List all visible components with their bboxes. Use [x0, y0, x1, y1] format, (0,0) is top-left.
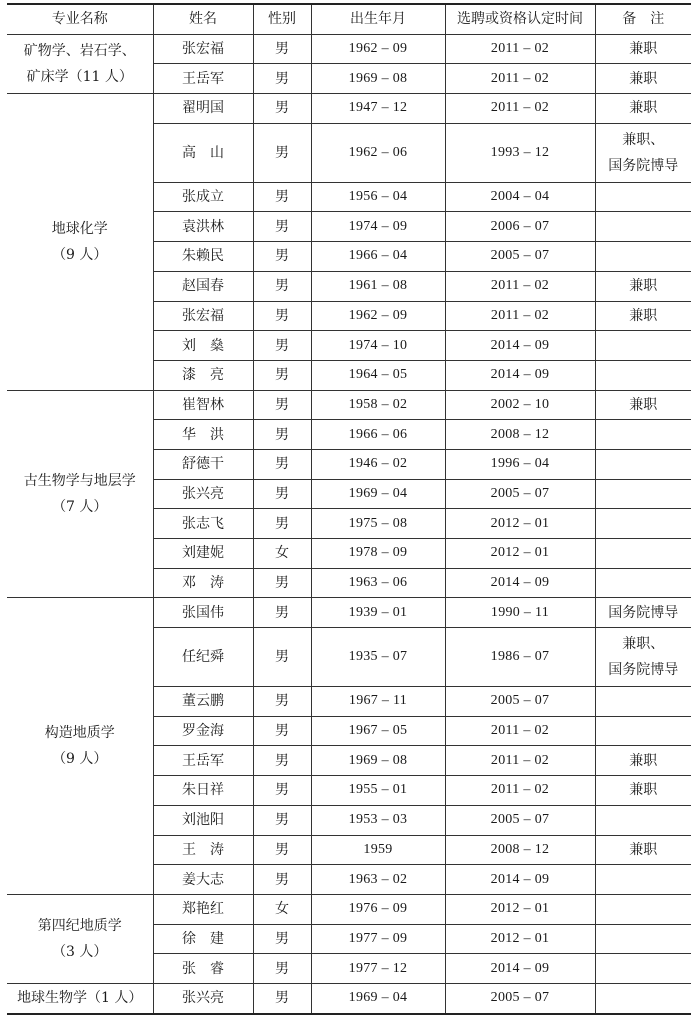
person-name-cell: 罗金海 — [153, 716, 253, 746]
appointment-date-cell: 2011 – 02 — [445, 301, 595, 331]
birth-date-cell: 1974 – 10 — [311, 331, 445, 361]
birth-date-cell: 1977 – 09 — [311, 924, 445, 954]
birth-date-cell: 1935 – 07 — [311, 628, 445, 687]
note-cell — [595, 360, 691, 390]
gender-cell: 男 — [253, 687, 311, 717]
birth-date-cell: 1962 – 09 — [311, 301, 445, 331]
text-line: 地球化学 — [51, 220, 108, 237]
note-cell — [595, 539, 691, 569]
appointment-date-cell: 2008 – 12 — [445, 420, 595, 450]
text-line: （7 人） — [52, 498, 108, 515]
gender-cell: 男 — [253, 212, 311, 242]
text-line: （9 人） — [52, 751, 108, 768]
birth-date-cell: 1958 – 02 — [311, 390, 445, 420]
appointment-date-cell: 1993 – 12 — [445, 123, 595, 182]
gender-cell: 男 — [253, 34, 311, 64]
appointment-date-cell: 2011 – 02 — [445, 716, 595, 746]
text-line: 兼职 — [629, 278, 658, 295]
faculty-roster-table — [7, 3, 691, 1015]
person-name-cell: 刘建妮 — [153, 539, 253, 569]
note-cell — [595, 212, 691, 242]
gender-cell: 女 — [253, 894, 311, 924]
note-cell — [595, 983, 691, 1013]
note-cell — [595, 449, 691, 479]
appointment-date-cell: 2005 – 07 — [445, 479, 595, 509]
note-cell — [595, 123, 691, 182]
birth-date-cell: 1969 – 08 — [311, 746, 445, 776]
person-name-cell: 朱日祥 — [153, 776, 253, 806]
birth-date-cell: 1963 – 02 — [311, 865, 445, 895]
gender-cell: 男 — [253, 420, 311, 450]
appointment-date-cell: 2011 – 02 — [445, 776, 595, 806]
text-line: 兼职 — [629, 396, 658, 413]
appointment-date-cell: 2011 – 02 — [445, 271, 595, 301]
gender-cell: 男 — [253, 865, 311, 895]
person-name-cell: 张宏福 — [153, 34, 253, 64]
appointment-date-cell: 2006 – 07 — [445, 212, 595, 242]
person-name-cell: 董云鹏 — [153, 687, 253, 717]
birth-date-cell: 1977 – 12 — [311, 954, 445, 984]
gender-cell: 男 — [253, 805, 311, 835]
person-name-cell: 王岳军 — [153, 64, 253, 94]
note-cell — [595, 242, 691, 272]
birth-date-cell: 1953 – 03 — [311, 805, 445, 835]
note-cell — [595, 64, 691, 94]
text-line: 国务院博导 — [608, 604, 679, 621]
header-row — [7, 4, 691, 34]
text-line: 地球生物学（1 人） — [17, 990, 143, 1007]
text-line: 兼职 — [629, 841, 658, 858]
birth-date-cell: 1978 – 09 — [311, 539, 445, 569]
major-name-cell — [7, 94, 153, 391]
birth-date-cell: 1962 – 09 — [311, 34, 445, 64]
gender-cell: 男 — [253, 390, 311, 420]
person-name-cell: 张成立 — [153, 182, 253, 212]
text-line: 国务院博导 — [608, 157, 679, 174]
person-name-cell: 张国伟 — [153, 598, 253, 628]
text-line: （9 人） — [52, 246, 108, 263]
appointment-date-cell: 2014 – 09 — [445, 360, 595, 390]
birth-date-cell: 1967 – 11 — [311, 687, 445, 717]
text-line: 古生物学与地层学 — [23, 472, 136, 489]
text-line: （3 人） — [52, 943, 108, 960]
gender-cell: 男 — [253, 64, 311, 94]
note-cell — [595, 479, 691, 509]
appointment-date-cell: 1986 – 07 — [445, 628, 595, 687]
header-appointment-date: 选聘或资格认定时间 — [445, 4, 595, 34]
birth-date-cell: 1946 – 02 — [311, 449, 445, 479]
table-row — [7, 598, 691, 628]
note-cell — [595, 805, 691, 835]
major-name-cell — [7, 390, 153, 598]
appointment-date-cell: 2012 – 01 — [445, 539, 595, 569]
appointment-date-cell: 2005 – 07 — [445, 242, 595, 272]
text-line: 兼职 — [629, 307, 658, 324]
person-name-cell: 姜大志 — [153, 865, 253, 895]
gender-cell: 男 — [253, 360, 311, 390]
text-line: 构造地质学 — [44, 725, 115, 742]
birth-date-cell: 1959 — [311, 835, 445, 865]
birth-date-cell: 1975 – 08 — [311, 509, 445, 539]
note-cell — [595, 598, 691, 628]
person-name-cell: 赵国春 — [153, 271, 253, 301]
person-name-cell: 刘池阳 — [153, 805, 253, 835]
birth-date-cell: 1969 – 08 — [311, 64, 445, 94]
appointment-date-cell: 2014 – 09 — [445, 331, 595, 361]
header-gender: 性别 — [253, 4, 311, 34]
appointment-date-cell: 2005 – 07 — [445, 805, 595, 835]
note-cell — [595, 390, 691, 420]
gender-cell: 男 — [253, 746, 311, 776]
note-cell — [595, 894, 691, 924]
appointment-date-cell: 1990 – 11 — [445, 598, 595, 628]
text-line: 第四纪地质学 — [37, 917, 122, 934]
text-line: 兼职 — [629, 41, 658, 58]
person-name-cell: 张兴亮 — [153, 983, 253, 1013]
gender-cell: 男 — [253, 182, 311, 212]
person-name-cell: 张兴亮 — [153, 479, 253, 509]
note-cell — [595, 628, 691, 687]
note-cell — [595, 954, 691, 984]
person-name-cell: 张 睿 — [153, 954, 253, 984]
appointment-date-cell: 2012 – 01 — [445, 894, 595, 924]
person-name-cell: 朱赖民 — [153, 242, 253, 272]
birth-date-cell: 1939 – 01 — [311, 598, 445, 628]
table-row — [7, 894, 691, 924]
gender-cell: 男 — [253, 598, 311, 628]
note-cell — [595, 776, 691, 806]
text-line: 兼职、 — [622, 131, 665, 148]
birth-date-cell: 1969 – 04 — [311, 983, 445, 1013]
note-cell — [595, 301, 691, 331]
birth-date-cell: 1961 – 08 — [311, 271, 445, 301]
appointment-date-cell: 2008 – 12 — [445, 835, 595, 865]
appointment-date-cell: 2012 – 01 — [445, 924, 595, 954]
text-line: 国务院博导 — [608, 662, 679, 679]
table-row — [7, 390, 691, 420]
gender-cell: 男 — [253, 479, 311, 509]
note-cell — [595, 716, 691, 746]
text-line: 兼职、 — [622, 636, 665, 653]
person-name-cell: 华 洪 — [153, 420, 253, 450]
gender-cell: 男 — [253, 568, 311, 598]
appointment-date-cell: 2011 – 02 — [445, 746, 595, 776]
note-cell — [595, 687, 691, 717]
gender-cell: 男 — [253, 301, 311, 331]
faculty-table-container — [7, 3, 691, 1015]
appointment-date-cell: 2014 – 09 — [445, 568, 595, 598]
appointment-date-cell: 2002 – 10 — [445, 390, 595, 420]
note-cell — [595, 420, 691, 450]
person-name-cell: 任纪舜 — [153, 628, 253, 687]
gender-cell: 男 — [253, 123, 311, 182]
person-name-cell: 刘 燊 — [153, 331, 253, 361]
gender-cell: 男 — [253, 924, 311, 954]
note-cell — [595, 835, 691, 865]
birth-date-cell: 1963 – 06 — [311, 568, 445, 598]
roster-body — [7, 34, 691, 1013]
note-cell — [595, 746, 691, 776]
appointment-date-cell: 2011 – 02 — [445, 34, 595, 64]
birth-date-cell: 1974 – 09 — [311, 212, 445, 242]
text-line: 兼职 — [629, 100, 658, 117]
person-name-cell: 高 山 — [153, 123, 253, 182]
birth-date-cell: 1967 – 05 — [311, 716, 445, 746]
note-cell — [595, 568, 691, 598]
note-cell — [595, 865, 691, 895]
gender-cell: 男 — [253, 983, 311, 1013]
text-line: 矿物学、岩石学、 — [23, 42, 136, 59]
birth-date-cell: 1947 – 12 — [311, 94, 445, 124]
major-name-cell — [7, 983, 153, 1013]
text-line: 兼职 — [629, 782, 658, 799]
birth-date-cell: 1956 – 04 — [311, 182, 445, 212]
person-name-cell: 翟明国 — [153, 94, 253, 124]
appointment-date-cell: 1996 – 04 — [445, 449, 595, 479]
person-name-cell: 崔智林 — [153, 390, 253, 420]
gender-cell: 男 — [253, 271, 311, 301]
note-cell — [595, 331, 691, 361]
text-line: 兼职 — [629, 70, 658, 87]
birth-date-cell: 1964 – 05 — [311, 360, 445, 390]
appointment-date-cell: 2011 – 02 — [445, 94, 595, 124]
gender-cell: 男 — [253, 776, 311, 806]
birth-date-cell: 1966 – 04 — [311, 242, 445, 272]
appointment-date-cell: 2005 – 07 — [445, 687, 595, 717]
birth-date-cell: 1962 – 06 — [311, 123, 445, 182]
table-row — [7, 34, 691, 64]
header-name: 姓名 — [153, 4, 253, 34]
note-cell — [595, 94, 691, 124]
text-line: 矿床学（11 人） — [26, 68, 133, 85]
gender-cell: 男 — [253, 954, 311, 984]
person-name-cell: 张宏福 — [153, 301, 253, 331]
appointment-date-cell: 2012 – 01 — [445, 509, 595, 539]
note-cell — [595, 271, 691, 301]
birth-date-cell: 1966 – 06 — [311, 420, 445, 450]
major-name-cell — [7, 34, 153, 93]
appointment-date-cell: 2004 – 04 — [445, 182, 595, 212]
gender-cell: 女 — [253, 539, 311, 569]
gender-cell: 男 — [253, 509, 311, 539]
person-name-cell: 王 涛 — [153, 835, 253, 865]
header-birth-date: 出生年月 — [311, 4, 445, 34]
birth-date-cell: 1976 – 09 — [311, 894, 445, 924]
major-name-cell — [7, 598, 153, 895]
header-note: 备 注 — [595, 4, 691, 34]
appointment-date-cell: 2014 – 09 — [445, 865, 595, 895]
appointment-date-cell: 2011 – 02 — [445, 64, 595, 94]
person-name-cell: 舒德干 — [153, 449, 253, 479]
gender-cell: 男 — [253, 628, 311, 687]
person-name-cell: 徐 建 — [153, 924, 253, 954]
note-cell — [595, 924, 691, 954]
person-name-cell: 漆 亮 — [153, 360, 253, 390]
person-name-cell: 郑艳红 — [153, 894, 253, 924]
gender-cell: 男 — [253, 716, 311, 746]
gender-cell: 男 — [253, 835, 311, 865]
gender-cell: 男 — [253, 331, 311, 361]
person-name-cell: 邓 涛 — [153, 568, 253, 598]
gender-cell: 男 — [253, 449, 311, 479]
note-cell — [595, 34, 691, 64]
person-name-cell: 张志飞 — [153, 509, 253, 539]
note-cell — [595, 509, 691, 539]
birth-date-cell: 1955 – 01 — [311, 776, 445, 806]
header-major: 专业名称 — [7, 4, 153, 34]
person-name-cell: 王岳军 — [153, 746, 253, 776]
text-line: 兼职 — [629, 752, 658, 769]
major-name-cell — [7, 894, 153, 983]
person-name-cell: 袁洪林 — [153, 212, 253, 242]
gender-cell: 男 — [253, 94, 311, 124]
birth-date-cell: 1969 – 04 — [311, 479, 445, 509]
table-row — [7, 983, 691, 1013]
note-cell — [595, 182, 691, 212]
table-row — [7, 94, 691, 124]
appointment-date-cell: 2005 – 07 — [445, 983, 595, 1013]
appointment-date-cell: 2014 – 09 — [445, 954, 595, 984]
gender-cell: 男 — [253, 242, 311, 272]
